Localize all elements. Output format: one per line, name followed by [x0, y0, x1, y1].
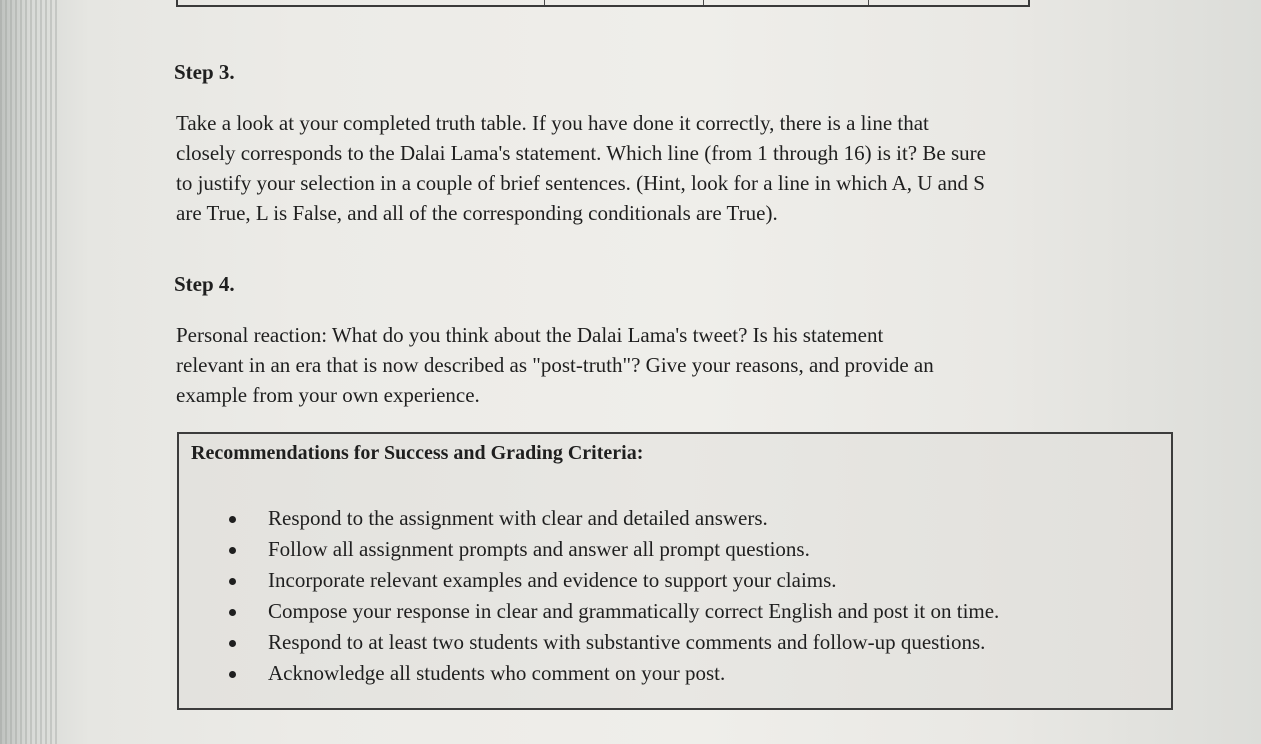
bullet-icon — [229, 578, 236, 585]
criteria-item-text: Acknowledge all students who comment on your post. — [268, 661, 726, 685]
criteria-item-text: Respond to at least two students with substantive comments and follow-up questions. — [268, 630, 986, 654]
step-3-line: closely corresponds to the Dalai Lama's statement. Which line (from 1 through 16) is it? Be sure — [176, 141, 986, 165]
criteria-item-text: Respond to the assignment with clear and detailed answers. — [268, 506, 768, 530]
step-3-instructions — [176, 108, 986, 228]
criteria-item-text: Compose your response in clear and grammatically correct English and post it on time. — [268, 599, 1000, 623]
step-4-line: relevant in an era that is now described as "post-truth"? Give your reasons, and provide an — [176, 353, 934, 377]
step-3-heading: Step 3. — [174, 60, 235, 84]
bullet-icon — [229, 640, 236, 647]
step-3-line: Take a look at your completed truth table. If you have done it correctly, there is a line that — [176, 111, 929, 135]
step-3-line: are True, L is False, and all of the corresponding conditionals are True). — [176, 201, 778, 225]
table-column-divider — [868, 0, 869, 5]
bullet-icon — [229, 547, 236, 554]
criteria-item-text: Follow all assignment prompts and answer all prompt questions. — [268, 537, 810, 561]
step-4-heading: Step 4. — [174, 272, 235, 296]
bullet-icon — [229, 516, 236, 523]
step-4-instructions — [176, 320, 934, 410]
bullet-icon — [229, 609, 236, 616]
criteria-item-text: Incorporate relevant examples and evidence to support your claims. — [268, 568, 837, 592]
page-edge-shadow — [0, 0, 60, 744]
table-column-divider — [544, 0, 545, 5]
step-3-line: to justify your selection in a couple of brief sentences. (Hint, look for a line in which A, U and S — [176, 171, 985, 195]
grading-criteria-box — [177, 432, 1173, 710]
bullet-icon — [229, 671, 236, 678]
table-column-divider — [703, 0, 704, 5]
step-4-line: Personal reaction: What do you think about the Dalai Lama's tweet? Is his statement — [176, 323, 884, 347]
truth-table-bottom-edge — [176, 0, 1030, 7]
grading-criteria-title: Recommendations for Success and Grading Criteria: — [191, 442, 644, 464]
step-4-line: example from your own experience. — [176, 383, 480, 407]
